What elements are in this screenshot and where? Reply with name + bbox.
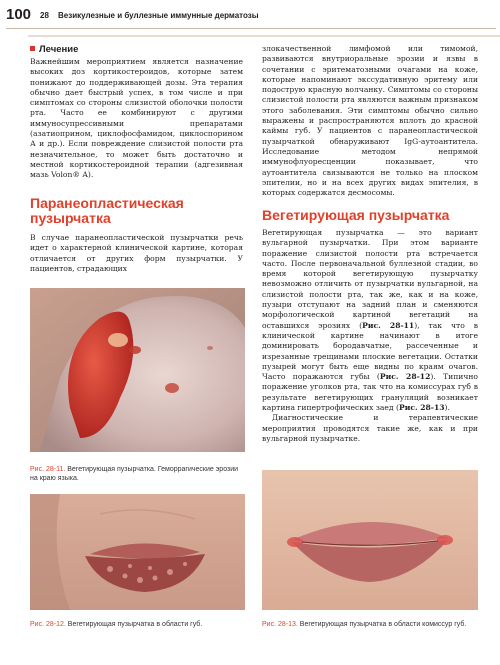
paraneoplastic-continued-paragraph: злокачественной лимфомой или тимомой, развиваются внутриоральные эрозии и язвы в сочетании с эритематозными очагами на коже, которые напоминают экссудативную эритему или подострую красную волчанку. Симптомы со стороны слизистой полости рта являются важным признаком этого заболевания. Эти симптомы обычно сильно выражены и распространяются вплоть до красной каймы губ. У пациентов с паранеопластической пузырчаткой обнаруживают IgG-аутоантитела. Исследование методом непрямой иммунофлуоресценции показывает, что аутоантитела связываются не только на плоском эпителии, но и на всех других видах эпителия, в которых содержатся десмосомы.	[262, 44, 478, 198]
header-rule	[6, 28, 496, 29]
chapter-number: 28	[40, 11, 49, 20]
figure-ref-28-13: Рис. 28-13	[398, 403, 445, 413]
section-bullet-icon	[30, 46, 35, 51]
vegetating-paragraph-1: Вегетирующая пузырчатка — это вариант вульгарной пузырчатки. При этом варианте поражение слизистой полости рта встречается часто. После первоначальной буллезной стадии, во время которой вегетирующую пузырчатку невозможно отличить от пузырчатки вульгарной, на слизистой полости рта, так же, как и на коже, пузыри отступают на задний план и сменяются морфологической картиной вегетаций на оставшихся эрозиях (Рис. 28-11), так что в клинической картине начинают в итоге доминировать бородавчатые, рассеченные и изрезанные трещинами плоские вегетации. Остатки пузырей могут быть еще видны по краям очагов. Часто поражаются губы (Рис. 28-12). Типично поражение уголков рта, так что на комиссурах губ в результате вегетирующих грануляций возникает картина гипертрофических заед (Рис. 28-13).	[262, 228, 479, 413]
page-header	[0, 0, 500, 32]
figure-28-12-photo	[30, 494, 245, 610]
figure-28-13-photo	[262, 470, 478, 610]
vegetating-paragraph-2: Диагностические и терапевтические мероприятия проводятся такие же, как и при вульгарной пузырчатке.	[262, 413, 478, 443]
figure-28-12-caption: Рис. 28-12. Вегетирующая пузырчатка в области губ.	[30, 621, 203, 628]
vegetating-paragraph	[262, 228, 478, 444]
figure-28-13-caption: Рис. 28-13. Вегетирующая пузырчатка в области комиссур губ.	[262, 621, 467, 628]
heading-vegetating: Вегетирующая пузырчатка	[262, 207, 450, 223]
figure-28-11-photo	[30, 288, 245, 452]
chapter-title: Везикулезные и буллезные иммунные дерматозы	[58, 11, 259, 20]
page-number: 100	[6, 6, 32, 23]
header-bar	[28, 35, 500, 37]
figure-28-11-caption: Рис. 28-11. Вегетирующая пузырчатка. Геморрагические эрозии на краю языка.	[30, 466, 239, 482]
paraneoplastic-paragraph: В случае паранеопластической пузырчатки речь идет о характерной клинической картине, которая отличается от других форм пузырчатки. У пациентов, страдающих	[30, 233, 243, 273]
section-title-treatment: Лечение	[30, 44, 78, 55]
commissure-vegetation-image	[262, 470, 478, 610]
lips-vegetation-image	[30, 494, 245, 610]
tongue-erosion-image	[30, 288, 245, 452]
figure-ref-28-12: Рис. 28-12	[379, 372, 431, 382]
treatment-paragraph: Важнейшим мероприятием является назначение высоких доз кортикостероидов, которые затем понижают до поддерживающей дозы. Эта терапия обычно дает быстрый успех, в том числе и при симптомах со стороны слизистой оболочки полости рта. Часто ее комбинируют с другими иммуносупрессивными препаратами (азатиоприном, циклофосфамидом, циклоспорином А и др.). Если повреждение слизистой полости рта незначительное, то может быть достаточно и местной кортикостероидной терапии (адгезивная мазь Volon® A).	[30, 57, 243, 180]
heading-paraneoplastic: Паранеопластическая пузырчатка	[30, 195, 184, 226]
figure-ref-28-11: Рис. 28-11	[362, 320, 415, 330]
